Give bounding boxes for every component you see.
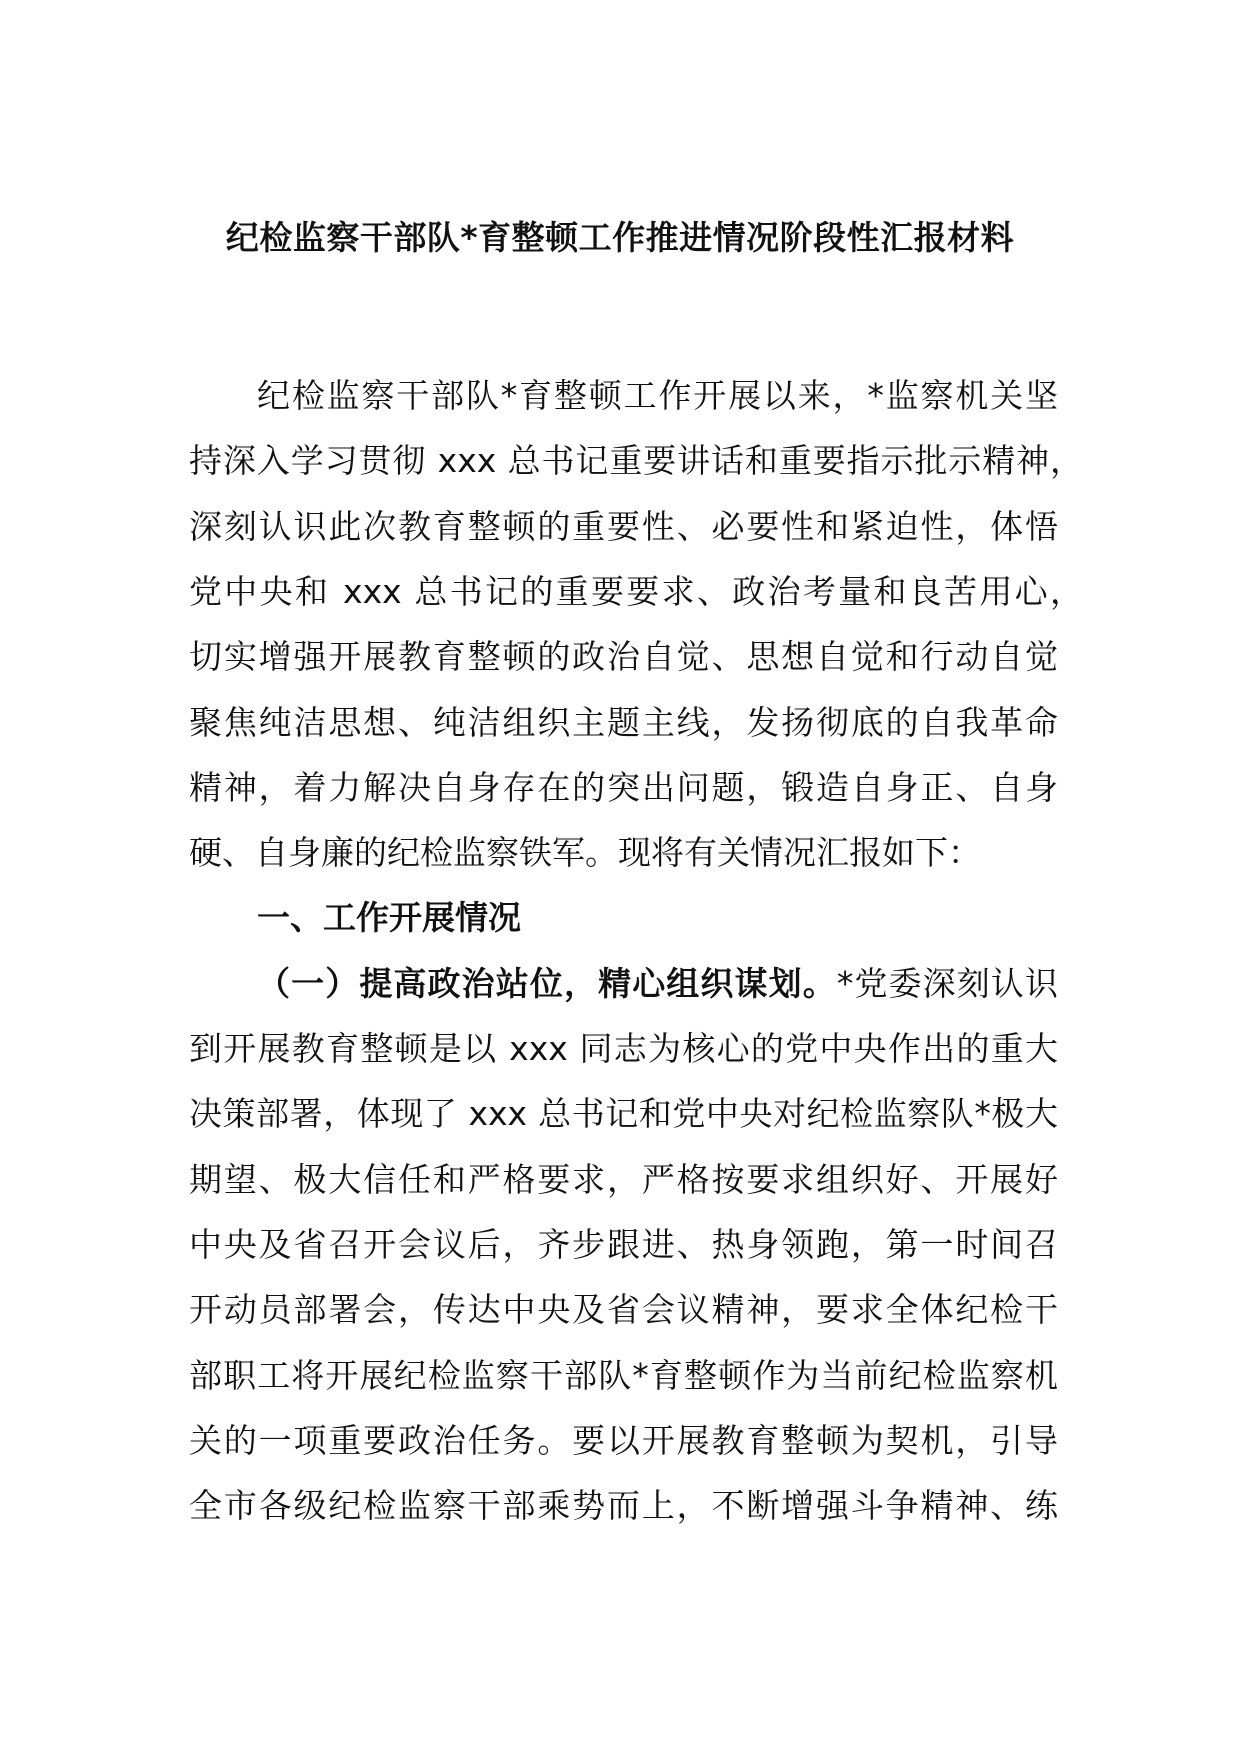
text-line <box>257 374 1058 418</box>
line-text: 开动员部署会，传达中央及省会议精神，要求全体纪检干 <box>189 1290 1058 1330</box>
text-line <box>189 505 1058 549</box>
text-line <box>189 1027 1058 1071</box>
text-line <box>257 962 1058 1006</box>
line-text: 持深入学习贯彻 xxx 总书记重要讲话和重要指示批示精神， <box>189 441 1083 481</box>
text-line <box>189 1223 1058 1267</box>
text-line <box>189 635 1058 679</box>
text-line <box>189 1354 1058 1398</box>
line-text: 部职工将开展纪检监察干部队*育整顿作为当前纪检监察机 <box>189 1355 1058 1395</box>
text-line <box>189 1484 1058 1528</box>
line-text: 纪检监察干部队*育整顿工作开展以来，*监察机关坚 <box>257 376 1058 415</box>
line-text: 党中央和 xxx 总书记的重要要求、政治考量和良苦用心， <box>189 571 1083 611</box>
text-line <box>189 701 1058 745</box>
section-heading <box>257 896 1058 940</box>
line-text: 中央及省召开会议后，齐步跟进、热身领跑，第一时间召 <box>189 1224 1058 1264</box>
text-line <box>189 766 1058 810</box>
line-text: 聚焦纯洁思想、纯洁组织主题主线，发扬彻底的自我革命 <box>189 702 1058 742</box>
text-line <box>189 439 1083 483</box>
line-text: 深刻认识此次教育整顿的重要性、必要性和紧迫性，体悟 <box>189 506 1058 546</box>
text-line <box>189 1419 1058 1463</box>
text-line <box>189 1092 1058 1136</box>
text-line <box>189 831 1058 875</box>
line-text: 期望、极大信任和严格要求，严格按要求组织好、开展好 <box>189 1159 1058 1199</box>
line-text: 决策部署，体现了 xxx 总书记和党中央对纪检监察队*极大 <box>189 1094 1058 1134</box>
line-text: 一、工作开展情况 <box>257 898 521 938</box>
line-text: 全市各级纪检监察干部乘势而上，不断增强斗争精神、练 <box>189 1486 1058 1526</box>
text-line <box>189 1158 1058 1202</box>
line-text: 硬、自身廉的纪检监察铁军。现将有关情况汇报如下： <box>189 833 981 873</box>
line-text: 到开展教育整顿是以 xxx 同志为核心的党中央作出的重大 <box>189 1029 1058 1068</box>
text-line <box>189 1288 1058 1332</box>
line-text: 精神，着力解决自身存在的突出问题，锻造自身正、自身 <box>189 767 1058 807</box>
document-title: 纪检监察干部队*育整顿工作推进情况阶段性汇报材料 <box>225 218 1015 257</box>
line-text: 切实增强开展教育整顿的政治自觉、思想自觉和行动自觉 <box>189 637 1058 677</box>
subsection-heading: （一）提高政治站位，精心组织谋划。 <box>257 963 837 1003</box>
line-text: 关的一项重要政治任务。要以开展教育整顿为契机，引导 <box>189 1420 1058 1460</box>
line-text: *党委深刻认识 <box>836 963 1059 1003</box>
text-line <box>189 570 1083 614</box>
